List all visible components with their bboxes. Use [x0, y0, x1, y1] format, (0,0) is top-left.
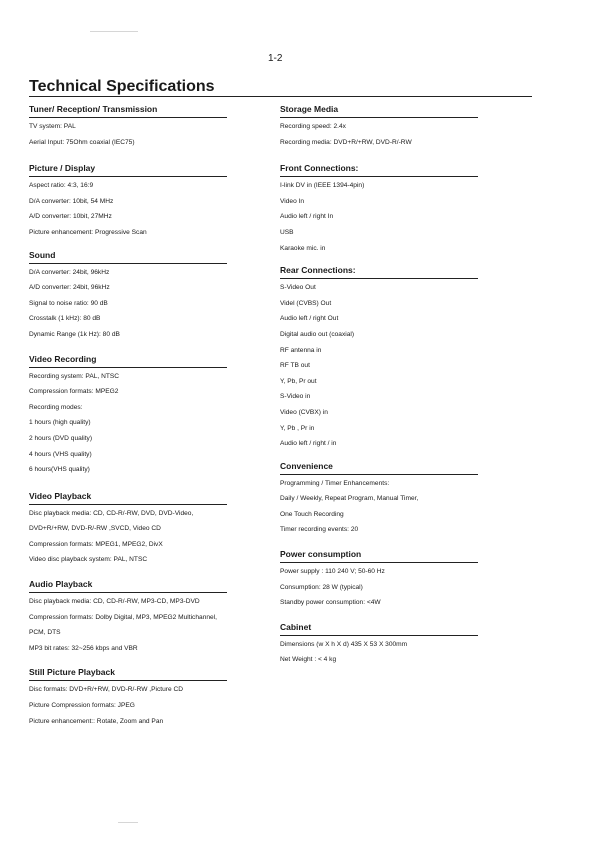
spec-line: Crosstalk (1 kHz): 80 dB: [29, 315, 101, 323]
spec-line: Recording media: DVD+R/+RW, DVD-R/-RW: [280, 138, 412, 146]
section-title: Storage Media: [280, 104, 478, 118]
spec-section: [280, 461, 480, 541]
spec-section: [29, 250, 229, 346]
spec-line: Audio left / right In: [280, 213, 334, 221]
spec-line: Audio left / right Out: [280, 315, 339, 323]
spec-line: S-Video Out: [280, 284, 316, 292]
spec-line: MP3 bit rates: 32~256 kbps and VBR: [29, 644, 138, 652]
title-rule: [29, 96, 532, 97]
spec-line: Compression formats: MPEG2: [29, 388, 119, 396]
spec-line: Signal to noise ratio: 90 dB: [29, 299, 108, 307]
spec-line: Compression formats: Dolby Digital, MP3, MPEG2 Multichannel,: [29, 613, 217, 621]
spec-line: 4 hours (VHS quality): [29, 450, 92, 458]
spec-line: Disc formats: DVD+R/+RW, DVD-R/-RW ,Picture CD: [29, 686, 183, 694]
spec-section: [29, 354, 229, 481]
section-title: Cabinet: [280, 622, 478, 636]
right-column: [280, 104, 480, 677]
spec-line: Aspect ratio: 4:3, 16:9: [29, 182, 94, 190]
spec-line: 1 hours (high quality): [29, 419, 91, 427]
spec-section: [280, 265, 480, 455]
spec-line: Recording speed: 2.4x: [280, 123, 346, 130]
spec-line: Video (CVBX) in: [280, 408, 328, 416]
spec-section: [29, 667, 229, 732]
spec-section: [280, 549, 480, 614]
spec-line: RF TB out: [280, 362, 310, 370]
spec-line: Recording modes:: [29, 403, 83, 411]
spec-line: 6 hours(VHS quality): [29, 466, 90, 474]
page-title: Technical Specifications: [29, 78, 215, 95]
spec-line: TV system: PAL: [29, 123, 76, 130]
section-title: Video Playback: [29, 491, 227, 505]
scan-mark-top: [90, 31, 138, 32]
spec-line: Timer recording events: 20: [280, 526, 359, 534]
spec-line: Y, Pb , Pr in: [280, 424, 315, 432]
spec-line: I-link DV in (IEEE 1394-4pin): [280, 182, 365, 190]
scan-mark-bottom: [118, 822, 138, 823]
spec-line: Digital audio out (coaxial): [280, 330, 355, 338]
spec-line: Picture enhancement: Progressive Scan: [29, 228, 147, 236]
spec-line: Picture enhancement:: Rotate, Zoom and Pan: [29, 717, 164, 725]
spec-section: [280, 163, 480, 259]
spec-line: Power supply : 110 240 V; 50-60 Hz: [280, 568, 385, 576]
section-title: Power consumption: [280, 549, 478, 563]
spec-line: D/A converter: 10bit, 54 MHz: [29, 197, 114, 205]
spec-line: Videl (CVBS) Out: [280, 299, 332, 307]
spec-line: Disc playback media: CD, CD-R/-RW, DVD, DVD-Video,: [29, 509, 194, 517]
spec-section: [29, 491, 229, 571]
spec-line: Video In: [280, 197, 305, 205]
spec-line: Audio left / right / in: [280, 440, 337, 448]
spec-line: Standby power consumption: <4W: [280, 599, 381, 607]
spec-line: One Touch Recording: [280, 510, 344, 518]
spec-section: [280, 622, 480, 671]
section-title: Rear Connections:: [280, 265, 478, 279]
spec-line: PCM, DTS: [29, 629, 61, 637]
section-title: Audio Playback: [29, 579, 227, 593]
spec-line: DVD+R/+RW, DVD-R/-RW ,SVCD, Video CD: [29, 525, 161, 533]
spec-line: A/D converter: 24bit, 96kHz: [29, 284, 110, 292]
left-column: [29, 104, 229, 738]
section-title: Front Connections:: [280, 163, 478, 177]
spec-line: Disc playback media: CD, CD-R/-RW, MP3-CD, MP3-DVD: [29, 598, 200, 606]
section-title: Sound: [29, 250, 227, 264]
spec-section: [29, 579, 229, 659]
spec-line: Programming / Timer Enhancements:: [280, 479, 390, 487]
spec-line: Recording system: PAL, NTSC: [29, 372, 120, 380]
spec-line: Consumption: 28 W (typical): [280, 583, 363, 591]
spec-line: Karaoke mic. in: [280, 244, 326, 252]
spec-line: S-Video in: [280, 393, 311, 401]
spec-line: Daily / Weekly, Repeat Program, Manual Timer,: [280, 495, 419, 503]
spec-line: D/A converter: 24bit, 96kHz: [29, 268, 110, 276]
spec-line: Net Weight : < 4 kg: [280, 656, 337, 664]
page-number: 1-2: [268, 53, 283, 64]
spec-line: USB: [280, 228, 294, 236]
spec-line: Y, Pb, Pr out: [280, 377, 317, 385]
section-title: Video Recording: [29, 354, 227, 368]
spec-line: Video disc playback system: PAL, NTSC: [29, 556, 148, 564]
spec-line: Dynamic Range (1k Hz): 80 dB: [29, 330, 120, 338]
section-title: Still Picture Playback: [29, 667, 227, 681]
spec-line: A/D converter: 10bit, 27MHz: [29, 213, 112, 221]
spec-line: 2 hours (DVD quality): [29, 434, 93, 442]
spec-line: Dimensions (w X h X d) 435 X 53 X 300mm: [280, 640, 408, 648]
spec-line: Picture Compression formats: JPEG: [29, 702, 135, 710]
section-title: Picture / Display: [29, 163, 227, 177]
spec-line: RF antenna in: [280, 346, 322, 354]
spec-section: [280, 104, 480, 153]
spec-section: [29, 163, 229, 243]
spec-line: Aerial Input: 75Ohm coaxial (IEC75): [29, 138, 135, 146]
spec-line: Compression formats: MPEG1, MPEG2, DivX: [29, 540, 163, 548]
section-title: Convenience: [280, 461, 478, 475]
spec-section: [29, 104, 229, 153]
section-title: Tuner/ Reception/ Transmission: [29, 104, 227, 118]
